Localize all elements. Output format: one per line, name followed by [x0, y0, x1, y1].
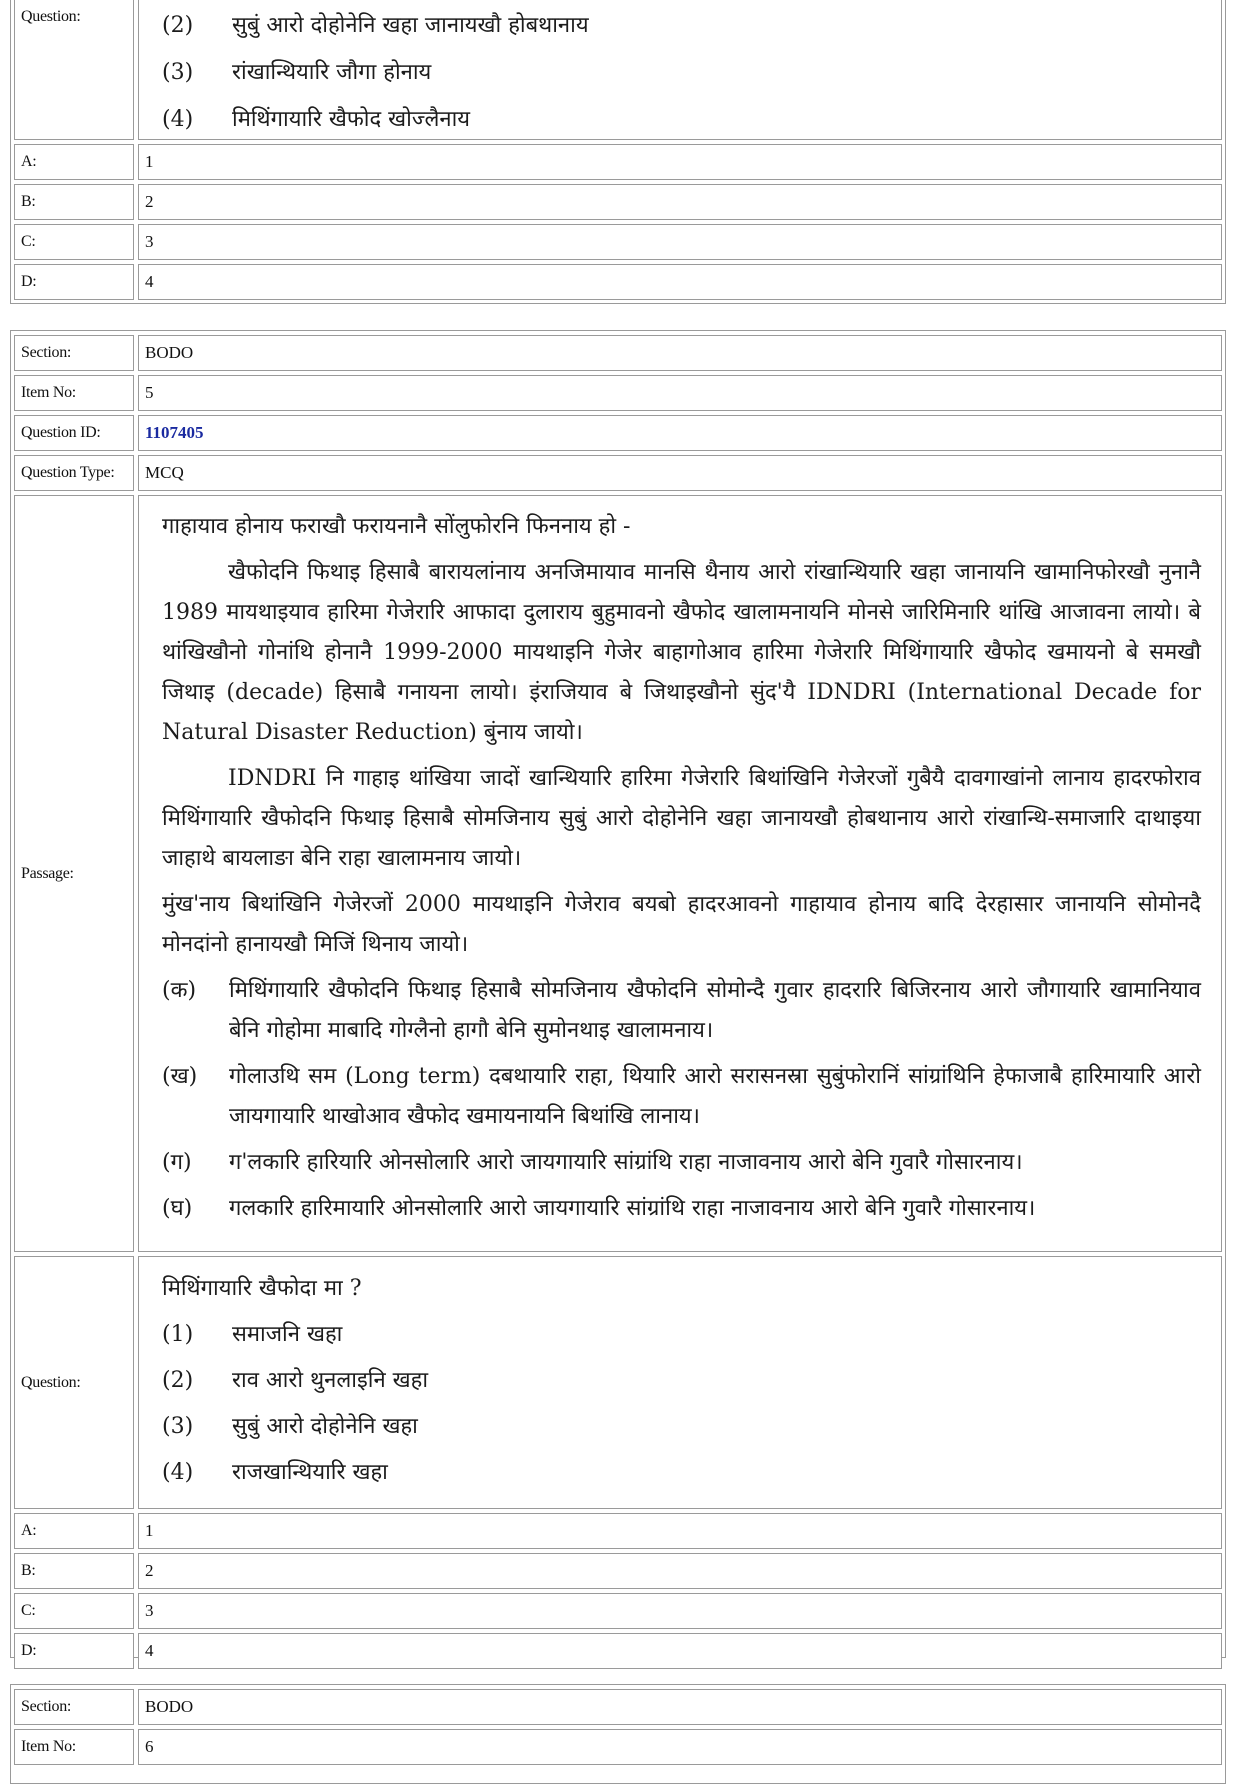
item-no-label: Item No:	[14, 1729, 134, 1765]
option-item	[162, 53, 589, 93]
answer-value: 4	[138, 264, 1222, 300]
item-no-label: Item No:	[14, 375, 134, 411]
section-row	[14, 1689, 1222, 1725]
question-type-label: Question Type:	[14, 455, 134, 491]
option-text: मिथिंगायारि खैफोद खोज्लैनाय	[232, 107, 471, 132]
answer-row-a	[14, 1513, 1222, 1549]
answer-label: D:	[14, 264, 134, 300]
option-number: (4)	[162, 107, 194, 132]
question-text: मिथिंगायारि खैफोदा मा ?	[162, 1276, 362, 1301]
answer-label: A:	[14, 144, 134, 180]
question-id-value: 1107405	[138, 415, 1222, 451]
question-cell	[138, 0, 1222, 140]
answer-label: A:	[14, 1513, 134, 1549]
question-label: Question:	[14, 0, 134, 140]
answer-row-a	[14, 144, 1222, 180]
answer-value: 2	[138, 184, 1222, 220]
question-row	[14, 1256, 1222, 1509]
point-text: मिथिंगायारि खैफोदनि फिथाइ हिसाबै सोमजिनाय खैफोदनि सोमोन्दै गुवार हादरारि बिजिरनाय आरो जौगायारि खामानियाव बेनि गोहोमा माबादि गोग्लैनो हागौ बेनि सुमोनथाइ खालामनाय।	[229, 978, 1201, 1043]
point-number: (ख)	[162, 1064, 198, 1089]
option-text: समाजनि खहा	[232, 1322, 343, 1347]
answer-label: D:	[14, 1633, 134, 1669]
point-text: गलकारि हारिमायारि ओनसोलारि आरो जायगायारि सांग्रांथि राहा नाजावनाय आरो बेनि गुवारै गोसारनाय।	[229, 1196, 1036, 1221]
option-number: (1)	[162, 1322, 194, 1347]
section-value: BODO	[138, 335, 1222, 371]
passage-cell	[138, 495, 1222, 1252]
section-value: BODO	[138, 1689, 1222, 1725]
answer-value: 1	[138, 1513, 1222, 1549]
option-number: (3)	[162, 1414, 194, 1439]
question-cell	[138, 1256, 1222, 1509]
answer-label: C:	[14, 224, 134, 260]
answer-value: 3	[138, 1593, 1222, 1629]
passage-paragraph: मुंख'नाय बिथांखिनि गेजेरजों 2000 मायथाइनि गेजेराव बयबो हादरआवनो गाहायाव होनाय बादि देरहासार जानायनि सोमोनदै मोनदांनो हानायखौ मिजिं थिनाय जायो।	[162, 892, 1201, 957]
option-text: सुबुं आरो दोहोनेनि खहा जानायखौ होबथानाय	[232, 13, 589, 38]
option-item	[162, 6, 589, 46]
passage-paragraph: IDNDRI नि गाहाइ थांखिया जादों खान्थियारि हारिमा गेजेरारि बिथांखिनि गेजेरजों गुबैयै दावगाखांनो लानाय हादरफोराव मिथिंगायारि खैफोदनि फिथाइ हिसाबै सोमजिनाय सुबुं आरो दोहोनेनि खहा जानायखौ होबथानाय आरो रांखान्थि-समाजारि दाथाइया जाहाथे बायलाङा बेनि राहा खालामनाय जायो।	[162, 766, 1201, 871]
question-table-item-6	[10, 1684, 1226, 1784]
passage-point	[162, 1143, 1201, 1183]
passage-point	[162, 1057, 1201, 1137]
question-id-label: Question ID:	[14, 415, 134, 451]
answer-value: 4	[138, 1633, 1222, 1669]
answer-row-c	[14, 224, 1222, 260]
option-text: रांखान्थियारि जौगा होनाय	[232, 60, 432, 85]
passage-point	[162, 1189, 1201, 1229]
section-label: Section:	[14, 1689, 134, 1725]
passage-label: Passage:	[14, 495, 134, 1252]
answer-row-d	[14, 264, 1222, 300]
answer-label: B:	[14, 184, 134, 220]
option-number: (2)	[162, 1368, 194, 1393]
point-text: ग'लकारि हारियारि ओनसोलारि आरो जायगायारि सांग्रांथि राहा नाजावनाय आरो बेनि गुवारै गोसारनाय।	[229, 1150, 1023, 1175]
item-no-value: 5	[138, 375, 1222, 411]
section-row	[14, 335, 1222, 371]
answer-value: 1	[138, 144, 1222, 180]
answer-value: 2	[138, 1553, 1222, 1589]
item-no-row	[14, 375, 1222, 411]
option-item	[162, 1407, 428, 1447]
answer-label: B:	[14, 1553, 134, 1589]
item-no-value: 6	[138, 1729, 1222, 1765]
question-table-previous	[10, 0, 1226, 304]
option-text: राव आरो थुनलाइनि खहा	[232, 1368, 429, 1393]
answer-label: C:	[14, 1593, 134, 1629]
option-item	[162, 1361, 428, 1401]
passage-row	[14, 495, 1222, 1252]
point-number: (क)	[162, 978, 197, 1003]
answer-value: 3	[138, 224, 1222, 260]
point-number: (ग)	[162, 1150, 192, 1175]
point-number: (घ)	[162, 1196, 193, 1221]
item-no-row	[14, 1729, 1222, 1765]
option-item	[162, 100, 589, 140]
option-number: (2)	[162, 13, 194, 38]
answer-row-c	[14, 1593, 1222, 1629]
answer-row-b	[14, 184, 1222, 220]
question-type-value: MCQ	[138, 455, 1222, 491]
answer-row-b	[14, 1553, 1222, 1589]
question-row	[14, 0, 1222, 140]
answer-row-d	[14, 1633, 1222, 1669]
passage-paragraph: खैफोदनि फिथाइ हिसाबै बारायलांनाय अनजिमायाव मानसि थैनाय आरो रांखान्थियारि खहा जानायनि खामानिफोरखौ नुनानै 1989 मायथाइयाव हारिमा गेजेरारि आफादा दुलाराय बुहुमावनो खैफोद खालामनायनि मोनसे जारिमिनारि थांखि आजावना लायो। बे थांखिखौनो गोनांथि होनानै 1999-2000 मायथाइनि गेजेर बाहागोआव हारिमा गेजेरारि मिथिंगायारि खैफोद खमायनो बे समखौ जिथाइ (decade) हिसाबै गनायना लायो। इंराजियाव बे जिथाइखौनो सुंद'यै IDNDRI (International Decade for Natural Disaster Reduction) बुंनाय जायो।	[162, 560, 1201, 745]
section-label: Section:	[14, 335, 134, 371]
option-number: (4)	[162, 1460, 194, 1485]
point-text: गोलाउथि सम (Long term) दबथायारि राहा, थियारि आरो सरासनस्रा सुबुंफोरानिं सांग्रांथिनि हेफाजाबै हारिमायारि आरो जायगायारि थाखोआव खैफोद खमायनायनि बिथांखि लानाय।	[229, 1064, 1201, 1129]
passage-intro: गाहायाव होनाय फराखौ फरायनानै सोंलुफोरनि फिननाय हो -	[162, 514, 631, 539]
option-item	[162, 1453, 428, 1493]
question-id-row	[14, 415, 1222, 451]
option-text: राजखान्थियारि खहा	[232, 1460, 388, 1485]
option-text: सुबुं आरो दोहोनेनि खहा	[232, 1414, 418, 1439]
passage-point	[162, 971, 1201, 1051]
question-table-item-5	[10, 330, 1226, 1658]
option-item	[162, 1315, 428, 1355]
question-label: Question:	[14, 1256, 134, 1509]
option-number: (3)	[162, 60, 194, 85]
question-type-row	[14, 455, 1222, 491]
